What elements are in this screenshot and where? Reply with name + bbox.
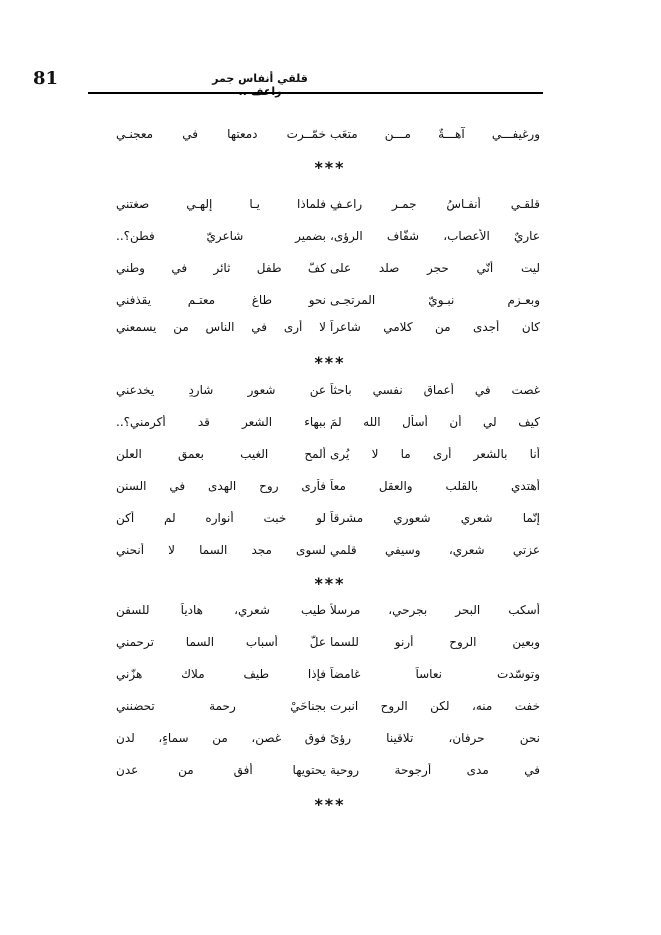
verse-first-hemistich: عزتي شعري، وسيفي قلمي: [330, 543, 540, 557]
verse-first-hemistich: نحن حرفان، تلاقينا رؤىً: [330, 731, 540, 745]
verse-second-hemistich: خمّــرت دمعتها في معجنـي: [116, 127, 326, 141]
verse-first-hemistich: ليت أنّي حجر صلد على: [330, 261, 540, 275]
verse-second-hemistich: عن شعورٍ شاردٍ يخدعني: [116, 383, 326, 397]
verse-first-hemistich: عاريٌ الأعصاب، شفّاف الرؤى،: [330, 229, 540, 243]
verse: [0, 320, 661, 340]
verse-first-hemistich: وبعـزم نبـويّ المرتجـى: [330, 293, 540, 307]
verse: [0, 447, 661, 467]
verse: [0, 731, 661, 751]
verse: [0, 603, 661, 623]
verse-second-hemistich: بجناحَيْ رحمة تحضنني: [116, 699, 326, 713]
verse-first-hemistich: وتوسّدت نعاساً غامضاً: [330, 667, 540, 681]
verse-second-hemistich: نحو طاغ معتـمٍ يقذفني: [116, 293, 326, 307]
verse-second-hemistich: طيب شعري، هادياً للسفن: [116, 603, 326, 617]
running-head: قلقي أنفاس جمر راعف ..: [212, 72, 308, 98]
verse-first-hemistich: وبعين الروح أرنو للسما: [330, 635, 540, 649]
verse-first-hemistich: غصت في أعماق نفسي باحثاً: [330, 383, 540, 397]
verse-second-hemistich: كفّ طفل ثائر في وطني: [116, 261, 326, 275]
verse-second-hemistich: فلماذا يـا إلهـي صغتني: [116, 197, 326, 211]
verse: [0, 543, 661, 563]
stanza-divider: ***: [314, 353, 346, 372]
header-rule: [88, 92, 543, 94]
verse-first-hemistich: إنّما شعري شعوري مشرقاً: [330, 511, 540, 525]
verse-second-hemistich: فأرى روح الهدى في السنن: [116, 479, 326, 493]
verse-first-hemistich: في مدى أرجوحة روحية: [330, 763, 540, 777]
verse-second-hemistich: فوق غصنٍ، من سماءٍ، لدن: [116, 731, 326, 745]
verse: [0, 293, 661, 313]
verse: [0, 383, 661, 403]
verse: [0, 479, 661, 499]
verse-first-hemistich: ورغيفـــي آهـــةٌ مـــن متعَبِ: [330, 127, 540, 141]
stanza-divider: ***: [314, 795, 346, 814]
verse: [0, 763, 661, 783]
verse-first-hemistich: كيف لي أن أسأل الله لمَ: [330, 415, 540, 429]
verse-second-hemistich: لو خبت أنواره لم أكن: [116, 511, 326, 525]
verse: [0, 667, 661, 687]
verse-first-hemistich: أهتدي بالقلب والعقل معاً: [330, 479, 540, 493]
verse: [0, 635, 661, 655]
verse-first-hemistich: أسكب البحر بجرحي، مرسلاً: [330, 603, 540, 617]
verse-second-hemistich: بضمير شاعريّ فطن؟..: [116, 229, 326, 243]
verse: [0, 699, 661, 719]
verse-second-hemistich: لا أرى في الناس من يسمعني: [116, 320, 326, 334]
verse: [0, 415, 661, 435]
stanza-divider: ***: [314, 158, 346, 177]
verse: [0, 511, 661, 531]
verse-opening: [0, 127, 661, 147]
verse-first-hemistich: كان أجدى من كلامي شاعراً: [330, 320, 540, 334]
verse-first-hemistich: قلقـي أنفـاسُ جمـرٍ راعـفٍ: [330, 197, 540, 211]
verse-second-hemistich: لسوى مجد السما لا أنحني: [116, 543, 326, 557]
verse-second-hemistich: يحتويها أفق من عدن: [116, 763, 326, 777]
verse-second-hemistich: فإذا طيف ملاك هزّني: [116, 667, 326, 681]
verse-second-hemistich: ألمح الغيب بعمق العلن: [116, 447, 326, 461]
verse-first-hemistich: خفت منه، لكن الروح انبرت: [330, 699, 540, 713]
verse-second-hemistich: علّ أسباب السما ترحمني: [116, 635, 326, 649]
verse: [0, 229, 661, 249]
stanza-divider: ***: [314, 574, 346, 593]
page-number: 81: [33, 68, 59, 89]
verse: [0, 261, 661, 281]
verse-first-hemistich: أنا بالشعر أرى ما لا يُرى: [330, 447, 540, 461]
verse: [0, 197, 661, 217]
verse-second-hemistich: ببهاء الشعر قد أكرمني؟..: [116, 415, 326, 429]
